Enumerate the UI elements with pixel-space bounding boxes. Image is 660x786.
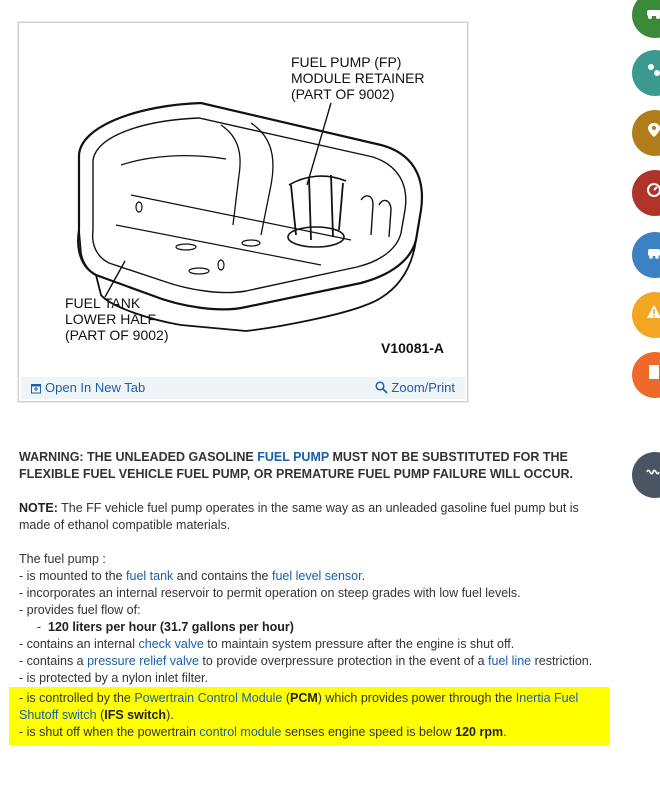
- fuel-pump-link[interactable]: FUEL PUMP: [257, 450, 329, 464]
- figure-id: V10081-A: [381, 340, 445, 356]
- list-item: - is shut off when the powertrain control module senses engine speed is below 120 rpm.: [19, 725, 507, 739]
- document-icon[interactable]: [632, 352, 660, 398]
- location-icon[interactable]: [632, 110, 660, 156]
- callout-top-line1: FUEL PUMP (FP): [291, 54, 402, 70]
- callout-bottom-line2: LOWER HALF: [65, 311, 157, 327]
- highlighted-block: [9, 687, 609, 745]
- list-item: - is protected by a nylon inlet filter.: [19, 671, 208, 685]
- ifs-switch-link[interactable]: Inertia Fuel Shutoff switch: [19, 691, 579, 722]
- callout-bottom-line1: FUEL TANK: [65, 295, 141, 311]
- control-module-link[interactable]: control module: [199, 725, 282, 739]
- figure-toolbar: [21, 377, 465, 399]
- note-paragraph: [19, 500, 611, 534]
- list-item: - contains a pressure relief valve to provide overpressure protection in the event of a fuel line restriction.: [19, 654, 593, 668]
- new-tab-icon: [31, 383, 42, 394]
- gauge-icon[interactable]: [632, 170, 660, 216]
- list-item: - is controlled by the Powertrain Control Module (PCM) which provides power through the Inertia Fuel Shutoff switch (IFS switch).: [19, 691, 579, 722]
- vehicle-icon[interactable]: [632, 232, 660, 278]
- open-in-new-tab-link[interactable]: [31, 380, 145, 395]
- pcm-link[interactable]: Powertrain Control Module: [134, 691, 283, 705]
- pressure-relief-valve-link[interactable]: pressure relief valve: [87, 654, 199, 668]
- zoom-print-link[interactable]: [375, 380, 455, 395]
- check-valve-link[interactable]: check valve: [138, 637, 204, 651]
- list-subitem: - 120 liters per hour (31.7 gallons per hour): [23, 620, 294, 634]
- warning-paragraph: [19, 449, 611, 483]
- zoom-icon: [375, 381, 388, 394]
- callout-top-line2: MODULE RETAINER: [291, 70, 425, 86]
- intro-text: The fuel pump :: [19, 552, 106, 566]
- open-in-new-tab-label: Open In New Tab: [45, 380, 146, 395]
- list-item: - contains an internal check valve to maintain system pressure after the engine is shut off.: [19, 637, 515, 651]
- car-repair-icon[interactable]: [632, 0, 660, 38]
- waveform-icon[interactable]: [632, 452, 660, 498]
- callout-top-line3: (PART OF 9002): [291, 86, 395, 102]
- list-item: - provides fuel flow of:: [19, 603, 141, 617]
- warning-icon[interactable]: [632, 292, 660, 338]
- parts-icon[interactable]: [632, 50, 660, 96]
- fuel-tank-link[interactable]: fuel tank: [126, 569, 174, 583]
- article-content: [19, 449, 611, 745]
- warning-text-1: WARNING: THE UNLEADED GASOLINE: [19, 450, 258, 464]
- callout-bottom-line3: (PART OF 9002): [65, 327, 169, 343]
- zoom-print-label: Zoom/Print: [391, 380, 455, 395]
- figure-card: [18, 22, 468, 402]
- fuel-tank-diagram: [21, 25, 465, 377]
- fuel-level-sensor-link[interactable]: fuel level sensor: [271, 569, 362, 583]
- list-item: - incorporates an internal reservoir to permit operation on steep grades with low fuel levels.: [19, 586, 521, 600]
- note-text: The FF vehicle fuel pump operates in the same way as an unleaded gasoline fuel pump but is made of ethanol compatible materials.: [19, 501, 579, 532]
- fuel-line-link[interactable]: fuel line: [488, 654, 532, 668]
- note-label: NOTE:: [19, 501, 58, 515]
- warning-text-2: MUST NOT BE SUBSTITUTED FOR THE FLEXIBLE FUEL VEHICLE FUEL PUMP, OR PREMATURE FUEL PUMP FAILURE WILL OCCUR.: [19, 450, 573, 481]
- list-item: - is mounted to the fuel tank and contains the fuel level sensor.: [19, 569, 366, 583]
